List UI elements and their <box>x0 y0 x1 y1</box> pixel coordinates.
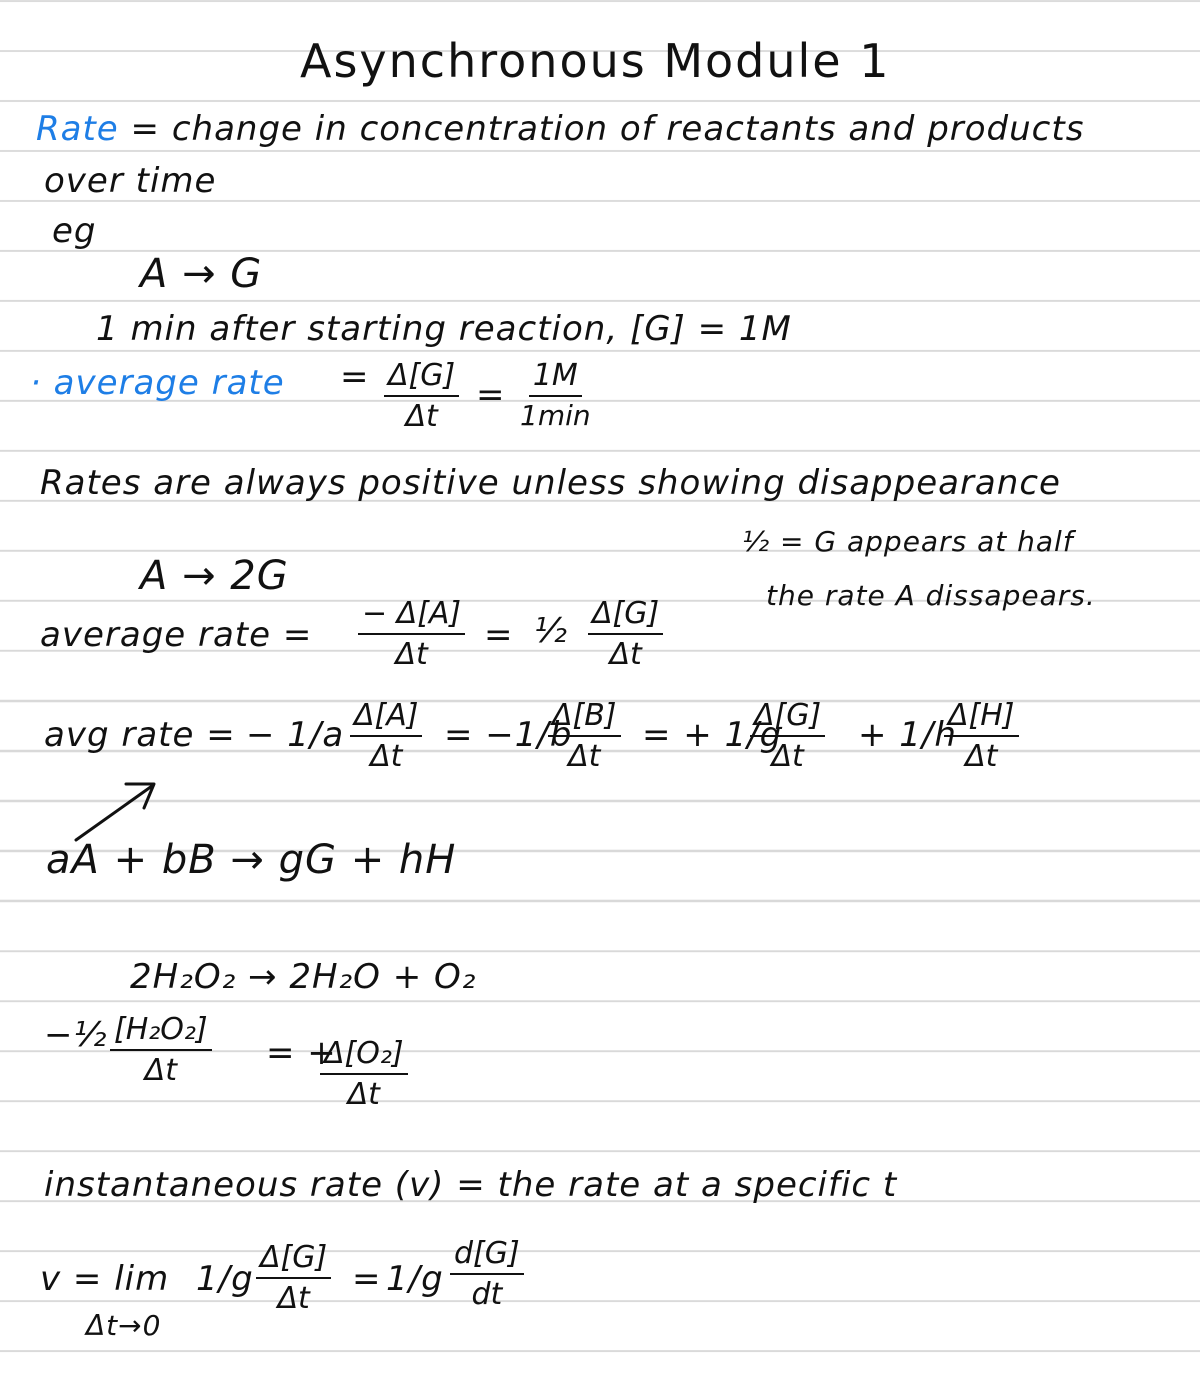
fraction-denominator: Δt <box>609 637 642 672</box>
instantaneous-coefficient-1: 1/g <box>196 1259 254 1299</box>
general-fraction-b <box>548 698 621 774</box>
example-fraction-value <box>520 358 591 432</box>
peroxide-fraction-o2 <box>320 1036 408 1112</box>
fraction-numerator: Δ[O₂] <box>320 1036 408 1075</box>
fraction-numerator: Δ[G] <box>384 358 459 397</box>
fraction-denominator: Δt <box>370 739 403 774</box>
fraction-denominator: Δt <box>965 739 998 774</box>
instantaneous-coefficient-2: 1/g <box>386 1259 444 1299</box>
positivity-fraction-g <box>588 596 663 672</box>
rate-definition-line-1 <box>36 109 1085 149</box>
positivity-equals: = <box>484 615 514 655</box>
general-coefficient-g: = + 1/g <box>642 715 783 755</box>
positivity-half-coefficient: ½ <box>534 611 568 651</box>
general-fraction-g <box>750 698 825 774</box>
fraction-numerator: − Δ[A] <box>358 596 465 635</box>
rate-term: Rate <box>36 109 119 149</box>
fraction-numerator: Δ[G] <box>750 698 825 737</box>
positivity-average-rate-label: average rate = <box>40 615 313 655</box>
example-label: eg <box>52 211 97 251</box>
half-rate-note-line-1: ½ = G appears at half <box>742 525 1074 558</box>
instantaneous-fraction-derivative <box>450 1236 524 1312</box>
fraction-numerator: Δ[A] <box>350 698 422 737</box>
general-fraction-a <box>350 698 422 774</box>
positivity-statement: Rates are always positive unless showing disappearance <box>40 463 1061 503</box>
fraction-denominator: Δt <box>347 1077 380 1112</box>
instantaneous-equals: = <box>352 1259 382 1299</box>
peroxide-equals: = + <box>266 1033 337 1073</box>
general-coefficient-h: + 1/h <box>858 715 957 755</box>
positivity-fraction-a <box>358 596 465 672</box>
average-rate-label: · average rate <box>30 363 285 403</box>
fraction-denominator: Δt <box>405 399 438 434</box>
rate-definition-text: = change in concentration of reactants and products <box>130 109 1085 149</box>
fraction-denominator: Δt <box>144 1053 177 1088</box>
peroxide-reaction: 2H₂O₂ → 2H₂O + O₂ <box>130 957 477 997</box>
fraction-denominator: 1min <box>520 399 591 432</box>
peroxide-coefficient: −½ <box>44 1015 108 1055</box>
general-coefficient-b: = −1/b <box>444 715 573 755</box>
general-fraction-h <box>944 698 1019 774</box>
example-statement: 1 min after starting reaction, [G] = 1M <box>96 309 792 349</box>
instantaneous-v-label: v = lim <box>40 1259 170 1299</box>
rate-definition-line-2: over time <box>44 161 217 201</box>
general-coefficient-a: − 1/a <box>246 715 345 755</box>
fraction-numerator: Δ[B] <box>548 698 621 737</box>
fraction-denominator: Δt <box>568 739 601 774</box>
fraction-denominator: Δt <box>395 637 428 672</box>
fraction-numerator: Δ[H] <box>944 698 1019 737</box>
positivity-reaction: A → 2G <box>140 553 289 599</box>
instantaneous-limit-subscript: Δt→0 <box>86 1309 162 1342</box>
instantaneous-rate-definition: instantaneous rate (v) = the rate at a specific t <box>44 1165 898 1205</box>
example-reaction: A → G <box>140 251 263 297</box>
peroxide-fraction-h2o2 <box>110 1012 212 1088</box>
example-equals-2: = <box>476 375 506 415</box>
general-avg-rate-label: avg rate = <box>44 715 236 755</box>
fraction-numerator: 1M <box>529 358 582 397</box>
example-fraction-delta-g <box>384 358 459 434</box>
page-title: Asynchronous Module 1 <box>300 34 891 88</box>
example-equals-1: = <box>340 357 370 397</box>
fraction-numerator: Δ[G] <box>588 596 663 635</box>
general-reaction: aA + bB → gG + hH <box>46 837 457 883</box>
fraction-denominator: Δt <box>771 739 804 774</box>
instantaneous-fraction-delta <box>256 1240 331 1316</box>
fraction-numerator: d[G] <box>450 1236 524 1275</box>
fraction-numerator: Δ[G] <box>256 1240 331 1279</box>
fraction-denominator: dt <box>471 1277 503 1312</box>
fraction-numerator: [H₂O₂] <box>110 1012 212 1051</box>
half-rate-note-line-2: the rate A dissapears. <box>766 579 1096 612</box>
fraction-denominator: Δt <box>277 1281 310 1316</box>
